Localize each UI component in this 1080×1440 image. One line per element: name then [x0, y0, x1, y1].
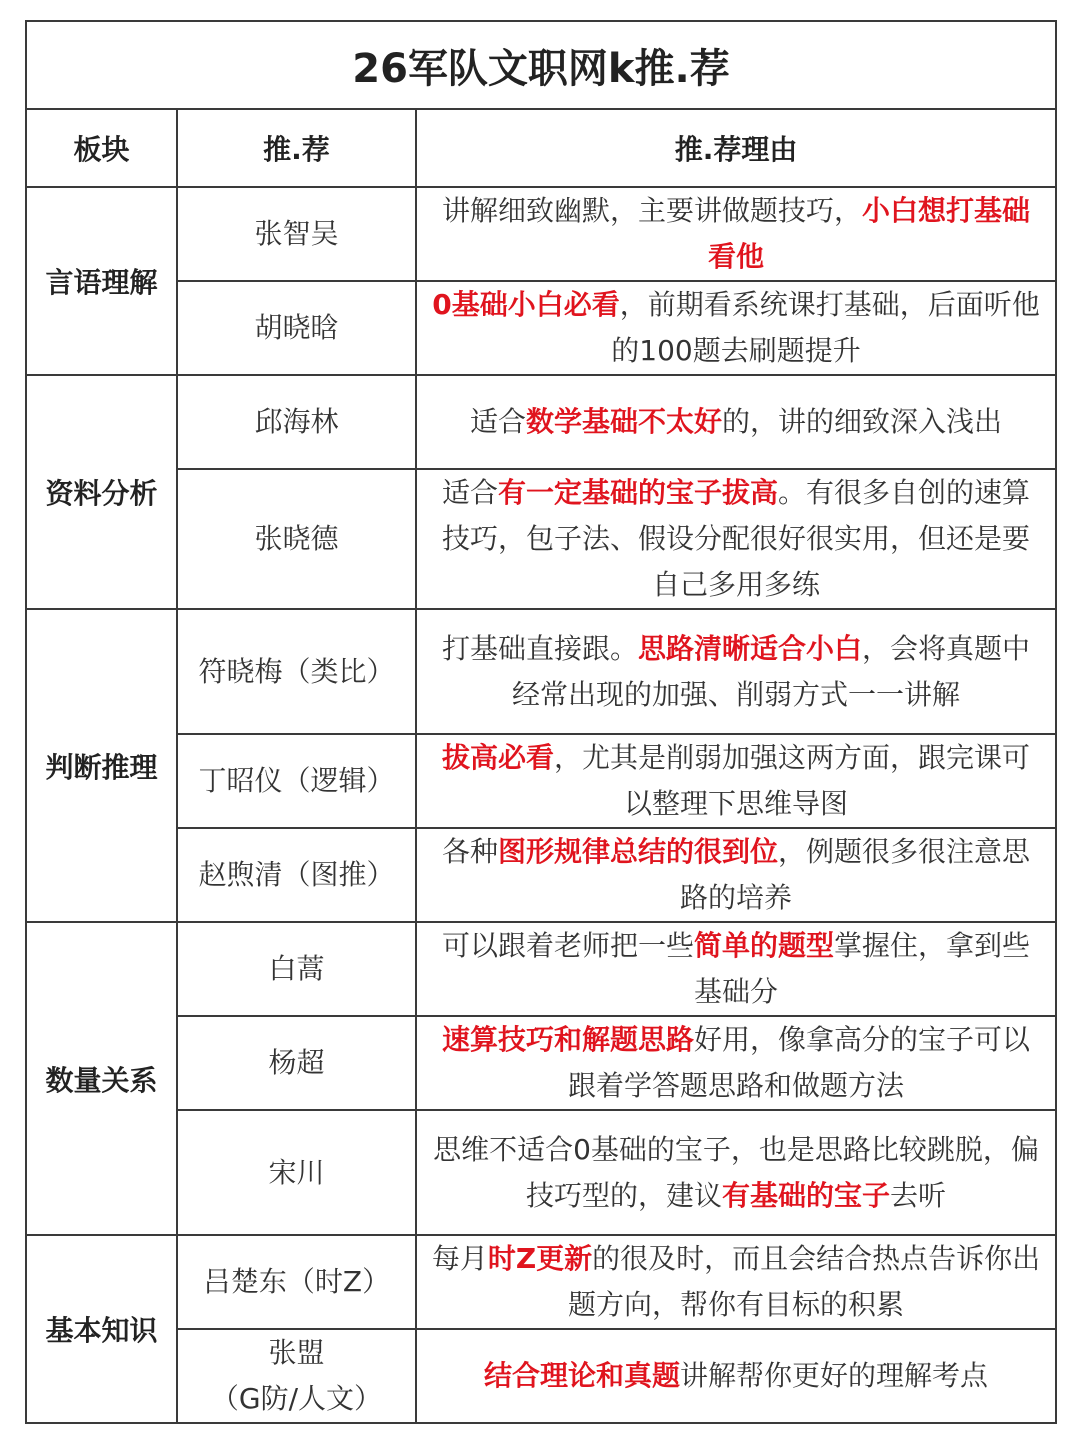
table-row — [26, 1016, 1056, 1110]
highlight-text: 数学基础不太好 — [526, 405, 723, 438]
header-section: 板块 — [26, 109, 177, 187]
highlight-text: 拔高必看 — [441, 741, 554, 774]
highlight-text: 结合理论和真题 — [483, 1359, 680, 1392]
teacher-name: 张盟 （G防/人文） — [177, 1329, 416, 1423]
teacher-name: 邱海林 — [177, 375, 416, 469]
teacher-name: 赵煦清（图推） — [177, 828, 416, 922]
teacher-name: 杨超 — [177, 1016, 416, 1110]
table-row — [26, 1235, 1056, 1329]
section-name: 基本知识 — [26, 1235, 177, 1423]
table-row — [26, 187, 1056, 281]
table-row — [26, 281, 1056, 375]
highlight-text: 0基础小白必看 — [432, 288, 620, 321]
recommend-reason: 结合理论和真题讲解帮你更好的理解考点 — [416, 1329, 1056, 1423]
recommend-reason: 适合数学基础不太好的，讲的细致深入浅出 — [416, 375, 1056, 469]
header-reason: 推.荐理由 — [416, 109, 1056, 187]
highlight-text: 有基础的宝子 — [722, 1178, 891, 1212]
recommend-reason: 每月时Z更新的很及时，而且会结合热点告诉你出题方向，帮你有目标的积累 — [416, 1235, 1056, 1329]
recommend-reason: 速算技巧和解题思路好用，像拿高分的宝子可以跟着学答题思路和做题方法 — [416, 1016, 1056, 1110]
recommend-reason: 0基础小白必看，前期看系统课打基础，后面听他的100题去刷题提升 — [416, 281, 1056, 375]
teacher-name: 胡晓晗 — [177, 281, 416, 375]
table-row — [26, 734, 1056, 828]
recommend-reason: 打基础直接跟。思路清晰适合小白，会将真题中经常出现的加强、削弱方式一一讲解 — [416, 609, 1056, 734]
teacher-name: 张晓德 — [177, 469, 416, 609]
table-row — [26, 1110, 1056, 1235]
table-row — [26, 922, 1056, 1016]
recommendation-table — [25, 20, 1057, 1424]
recommend-reason: 可以跟着老师把一些简单的题型掌握住，拿到些基础分 — [416, 922, 1056, 1016]
teacher-name: 张智吴 — [177, 187, 416, 281]
recommend-reason: 讲解细致幽默，主要讲做题技巧，小白想打基础看他 — [416, 187, 1056, 281]
highlight-text: 有一定基础的宝子拔高 — [498, 476, 779, 509]
table-row — [26, 828, 1056, 922]
table-row — [26, 469, 1056, 609]
section-name: 判断推理 — [26, 609, 177, 922]
header-row — [26, 109, 1056, 187]
table-row — [26, 375, 1056, 469]
table-title: 26军队文职网k推.荐 — [26, 21, 1056, 109]
table-row — [26, 1329, 1056, 1423]
recommend-reason: 思维不适合0基础的宝子，也是思路比较跳脱，偏技巧型的，建议有基础的宝子去听 — [416, 1110, 1056, 1235]
section-name: 数量关系 — [26, 922, 177, 1235]
title-row — [26, 21, 1056, 109]
teacher-name: 吕楚东（时Z） — [177, 1235, 416, 1329]
highlight-text: 时Z更新 — [487, 1242, 593, 1275]
table-row — [26, 609, 1056, 734]
teacher-name: 丁昭仪（逻辑） — [177, 734, 416, 828]
highlight-text: 思路清晰适合小白 — [638, 631, 863, 665]
teacher-name: 符晓梅（类比） — [177, 609, 416, 734]
table-body — [26, 21, 1056, 1423]
highlight-text: 小白想打基础看他 — [708, 194, 1031, 273]
highlight-text: 简单的题型 — [694, 929, 835, 962]
section-name: 资料分析 — [26, 375, 177, 609]
highlight-text: 速算技巧和解题思路 — [441, 1023, 694, 1056]
highlight-text: 图形规律总结的很到位 — [498, 835, 779, 868]
teacher-name: 白蒿 — [177, 922, 416, 1016]
recommend-reason: 各种图形规律总结的很到位，例题很多很注意思路的培养 — [416, 828, 1056, 922]
teacher-name: 宋川 — [177, 1110, 416, 1235]
recommend-reason: 适合有一定基础的宝子拔高。有很多自创的速算技巧，包子法、假设分配很好很实用，但还是要自己多用多练 — [416, 469, 1056, 609]
section-name: 言语理解 — [26, 187, 177, 375]
header-teacher: 推.荐 — [177, 109, 416, 187]
recommend-reason: 拔高必看，尤其是削弱加强这两方面，跟完课可以整理下思维导图 — [416, 734, 1056, 828]
